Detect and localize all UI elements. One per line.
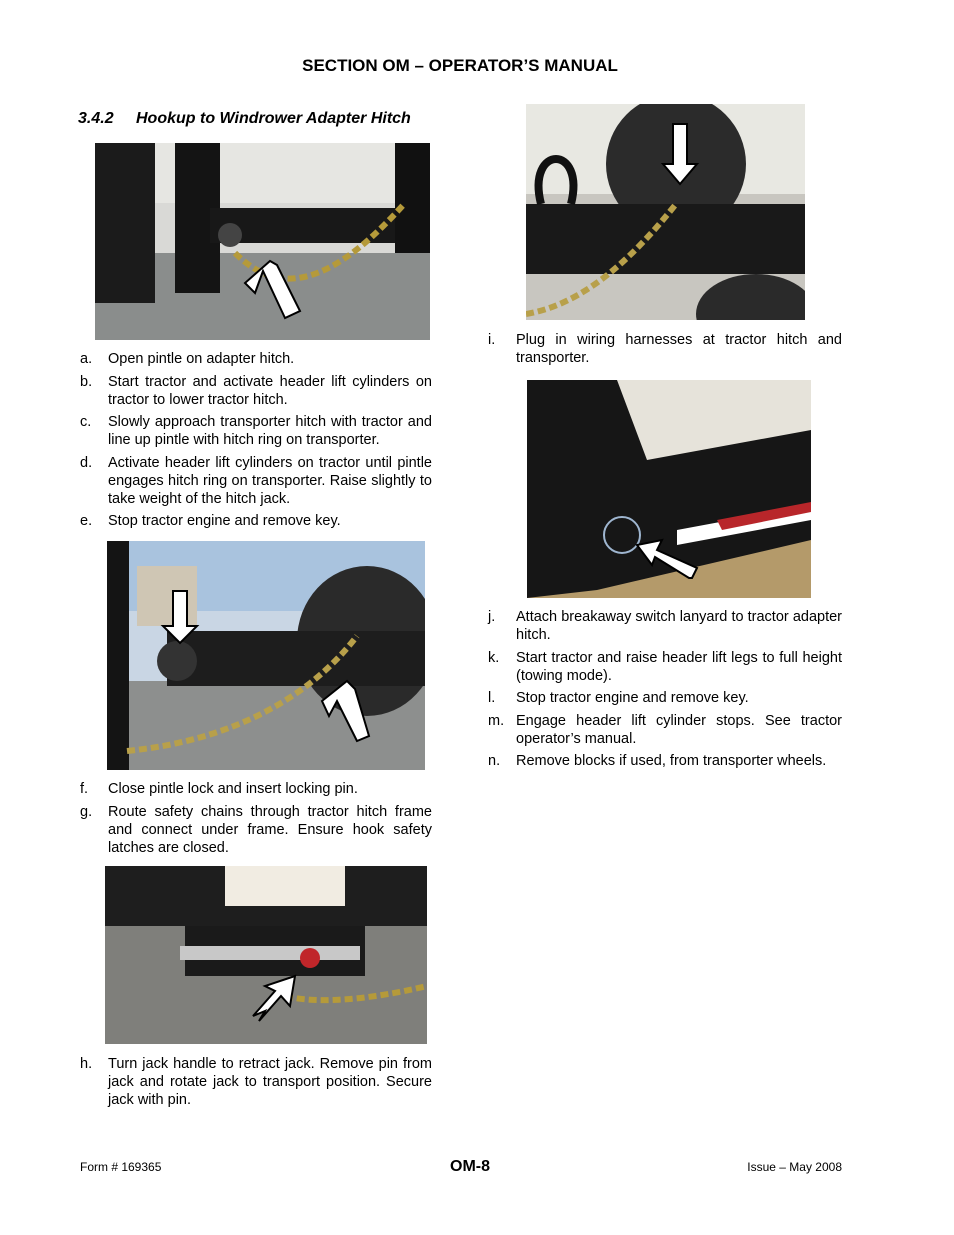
- photo-pintle-lock-chains: [107, 541, 425, 770]
- subsection-number: 3.4.2: [78, 110, 114, 127]
- step-text: Stop tractor engine and remove key.: [108, 513, 341, 529]
- step-item: [80, 512, 432, 530]
- step-letter: j.: [488, 609, 496, 625]
- step-item: [488, 752, 842, 770]
- step-text: Open pintle on adapter hitch.: [108, 351, 295, 367]
- step-item: [488, 331, 842, 367]
- steps-i: [488, 331, 842, 372]
- step-item: [80, 373, 432, 409]
- footer-form-number: Form # 169365: [80, 1160, 162, 1174]
- step-text: Remove blocks if used, from transporter wheels.: [516, 753, 827, 769]
- step-item: [80, 413, 432, 449]
- steps-h: [80, 1055, 432, 1114]
- step-letter: a.: [80, 351, 93, 367]
- step-item: [80, 454, 432, 508]
- section-header: SECTION OM – OPERATOR’S MANUAL: [302, 56, 618, 75]
- step-letter: e.: [80, 513, 93, 529]
- step-letter: h.: [80, 1056, 93, 1072]
- steps-f-to-g: [80, 780, 432, 861]
- step-letter: n.: [488, 753, 501, 769]
- step-letter: k.: [488, 649, 500, 666]
- step-letter: b.: [80, 373, 93, 390]
- step-item: [488, 689, 842, 707]
- photo-adapter-hitch-pintle: [95, 143, 430, 340]
- step-item: [80, 350, 432, 368]
- step-text: Route safety chains through tractor hitch frame and connect under frame. Ensure hook safety latches are closed.: [108, 803, 432, 856]
- step-item: [80, 1055, 432, 1109]
- step-letter: d.: [80, 454, 93, 471]
- footer-issue-date: Issue – May 2008: [747, 1160, 842, 1174]
- step-letter: m.: [488, 712, 505, 729]
- step-letter: l.: [488, 690, 496, 706]
- step-letter: g.: [80, 803, 93, 820]
- step-item: [488, 712, 842, 748]
- photo-breakaway-lanyard: [527, 380, 811, 598]
- subsection-heading: [78, 110, 411, 128]
- step-text: Start tractor and raise header lift legs to full height (towing mode).: [516, 649, 842, 684]
- steps-a-to-e: [80, 350, 432, 535]
- footer-page-number: OM-8: [450, 1158, 490, 1175]
- step-letter: f.: [80, 781, 89, 797]
- steps-j-to-n: [488, 608, 842, 775]
- step-text: Turn jack handle to retract jack. Remove pin from jack and rotate jack to transport position. Secure jack with pin.: [108, 1056, 432, 1108]
- step-item: [488, 608, 842, 644]
- step-letter: c.: [80, 414, 92, 430]
- step-letter: i.: [488, 332, 496, 348]
- step-text: Slowly approach transporter hitch with tractor and line up pintle with hitch ring on transporter.: [108, 414, 432, 448]
- step-item: [80, 780, 432, 798]
- subsection-title: Hookup to Windrower Adapter Hitch: [136, 110, 411, 127]
- step-item: [80, 803, 432, 857]
- step-text: Close pintle lock and insert locking pin.: [108, 781, 358, 797]
- step-text: Engage header lift cylinder stops. See tractor operator’s manual.: [516, 712, 842, 747]
- step-text: Start tractor and activate header lift cylinders on tractor to lower tractor hitch.: [108, 373, 432, 408]
- step-text: Plug in wiring harnesses at tractor hitch and transporter.: [516, 332, 842, 366]
- step-text: Stop tractor engine and remove key.: [516, 690, 749, 706]
- photo-hitch-jack: [105, 866, 427, 1044]
- step-text: Attach breakaway switch lanyard to tractor adapter hitch.: [516, 609, 842, 643]
- step-item: [488, 649, 842, 685]
- photo-wiring-harness: [526, 104, 805, 320]
- step-text: Activate header lift cylinders on tractor until pintle engages hitch ring on transporter. Raise slightly to take weight of the hitch jack.: [108, 454, 432, 507]
